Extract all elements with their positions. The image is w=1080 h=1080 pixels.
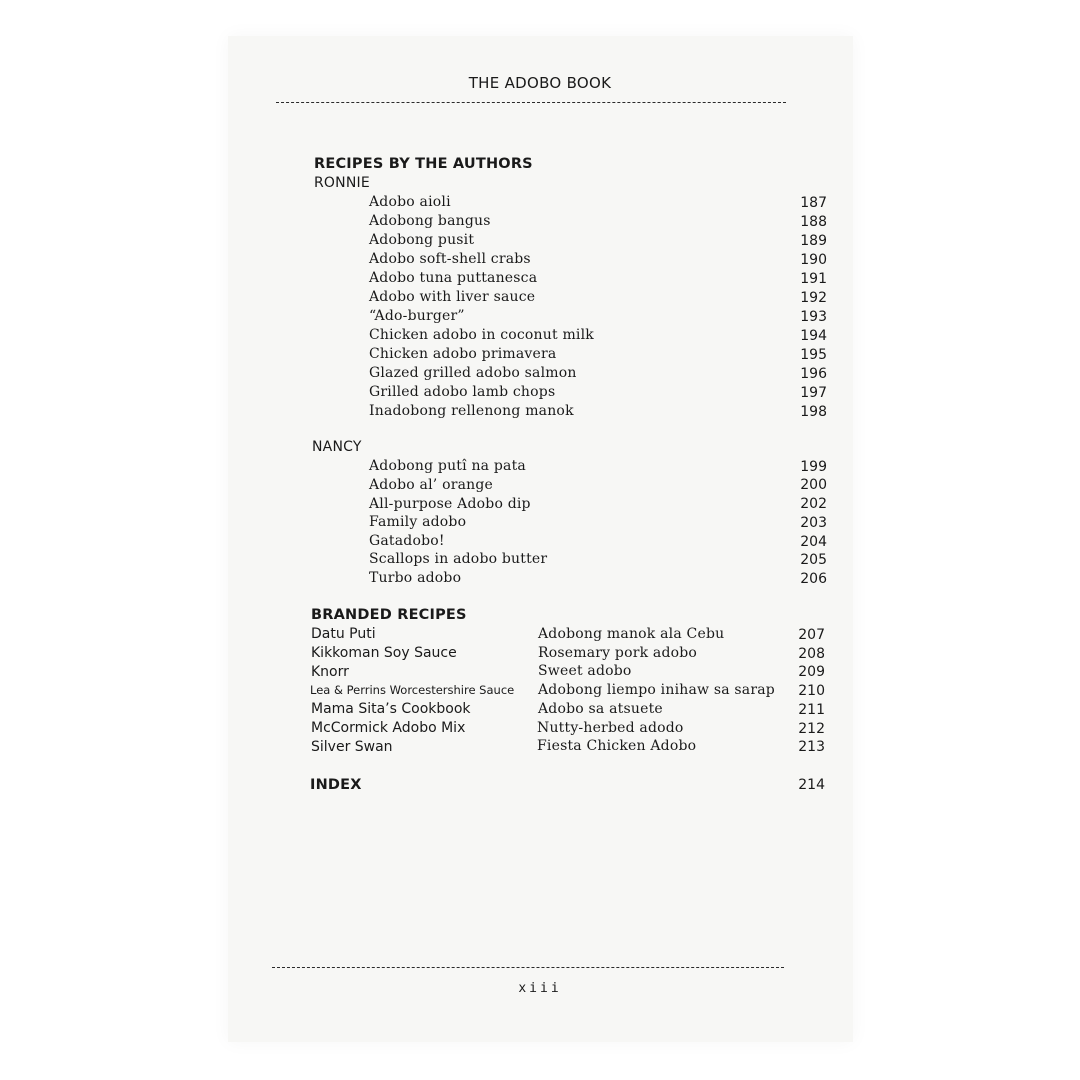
section-heading-branded: BRANDED RECIPES — [311, 607, 467, 623]
toc-entry-title: “Ado-burger” — [369, 308, 465, 324]
toc-entry-title: Adobong liempo inihaw sa sarap — [538, 682, 775, 698]
author-name-ronnie: RONNIE — [314, 175, 370, 191]
page-folio: xiii — [518, 981, 562, 996]
toc-entry-title: Chicken adobo in coconut milk — [369, 327, 594, 343]
brand-name: Mama Sita’s Cookbook — [311, 701, 471, 717]
toc-entry-title: Adobo tuna puttanesca — [369, 270, 538, 286]
brand-name: Silver Swan — [311, 739, 393, 755]
toc-entry-page: 188 — [800, 214, 827, 230]
toc-entry-title: Adobo sa atsuete — [538, 701, 663, 717]
toc-entry-title: Grilled adobo lamb chops — [369, 384, 556, 400]
author-name-nancy: NANCY — [312, 439, 362, 455]
toc-entry-page: 212 — [798, 721, 825, 737]
toc-entry-page: 195 — [800, 347, 827, 363]
toc-entry-page: 196 — [800, 366, 827, 382]
toc-entry-title: Turbo adobo — [369, 570, 462, 586]
toc-entry-title: Sweet adobo — [538, 663, 632, 679]
toc-entry-title: Adobo soft-shell crabs — [369, 251, 531, 267]
toc-entry-title: Adobong putî na pata — [369, 458, 526, 474]
toc-entry-page: 209 — [798, 664, 825, 680]
toc-entry-title: Glazed grilled adobo salmon — [369, 365, 577, 381]
toc-entry-page: 198 — [800, 404, 827, 420]
toc-entry-title: Fiesta Chicken Adobo — [537, 738, 697, 754]
toc-entry-page: 211 — [798, 702, 825, 718]
bottom-dashed-rule — [272, 967, 784, 968]
toc-entry-title: Rosemary pork adobo — [538, 645, 698, 661]
toc-entry-page: 202 — [800, 496, 827, 512]
toc-entry-title: All-purpose Adobo dip — [369, 496, 531, 512]
toc-entry-title: Scallops in adobo butter — [369, 551, 548, 567]
toc-entry-page: 192 — [800, 290, 827, 306]
toc-entry-title: Adobo with liver sauce — [369, 289, 536, 305]
toc-entry-page: 210 — [798, 683, 825, 699]
toc-entry-title: Gatadobo! — [369, 533, 445, 549]
toc-entry-title: Adobo aioli — [369, 194, 451, 210]
toc-entry-page: 204 — [800, 534, 827, 550]
toc-entry-page: 203 — [800, 515, 827, 531]
toc-entry-page: 189 — [800, 233, 827, 249]
brand-name: McCormick Adobo Mix — [311, 720, 466, 736]
toc-entry-title: Adobong bangus — [369, 213, 491, 229]
toc-entry-page: 194 — [800, 328, 827, 344]
toc-entry-page: 208 — [798, 646, 825, 662]
toc-entry-page: 190 — [800, 252, 827, 268]
section-heading-authors: RECIPES BY THE AUTHORS — [314, 156, 533, 172]
brand-name: Datu Puti — [311, 626, 376, 642]
toc-entry-title: Chicken adobo primavera — [369, 346, 557, 362]
toc-entry-page: 207 — [798, 627, 825, 643]
toc-entry-page: 206 — [800, 571, 827, 587]
toc-entry-title: Adobong pusit — [369, 232, 475, 248]
toc-entry-title: Adobo al’ orange — [369, 477, 493, 493]
toc-entry-title: Inadobong rellenong manok — [369, 403, 574, 419]
toc-entry-page: 193 — [800, 309, 827, 325]
toc-entry-page: 199 — [800, 459, 827, 475]
toc-entry-title: Nutty-herbed adodo — [537, 720, 684, 736]
top-dashed-rule — [276, 102, 786, 103]
brand-name: Lea & Perrins Worcestershire Sauce — [310, 683, 515, 697]
toc-entry-page: 205 — [800, 552, 827, 568]
index-heading: INDEX — [310, 777, 362, 793]
toc-entry-page: 191 — [800, 271, 827, 287]
toc-entry-page: 200 — [800, 477, 827, 493]
toc-entry-page: 197 — [800, 385, 827, 401]
toc-entry-page: 213 — [798, 739, 825, 755]
brand-name: Kikkoman Soy Sauce — [311, 645, 457, 661]
toc-entry-title: Family adobo — [369, 514, 467, 530]
index-page-number: 214 — [798, 777, 825, 793]
brand-name: Knorr — [311, 664, 349, 680]
toc-entry-title: Adobong manok ala Cebu — [538, 626, 725, 642]
running-head-title: THE ADOBO BOOK — [468, 74, 612, 92]
toc-entry-page: 187 — [800, 195, 827, 211]
